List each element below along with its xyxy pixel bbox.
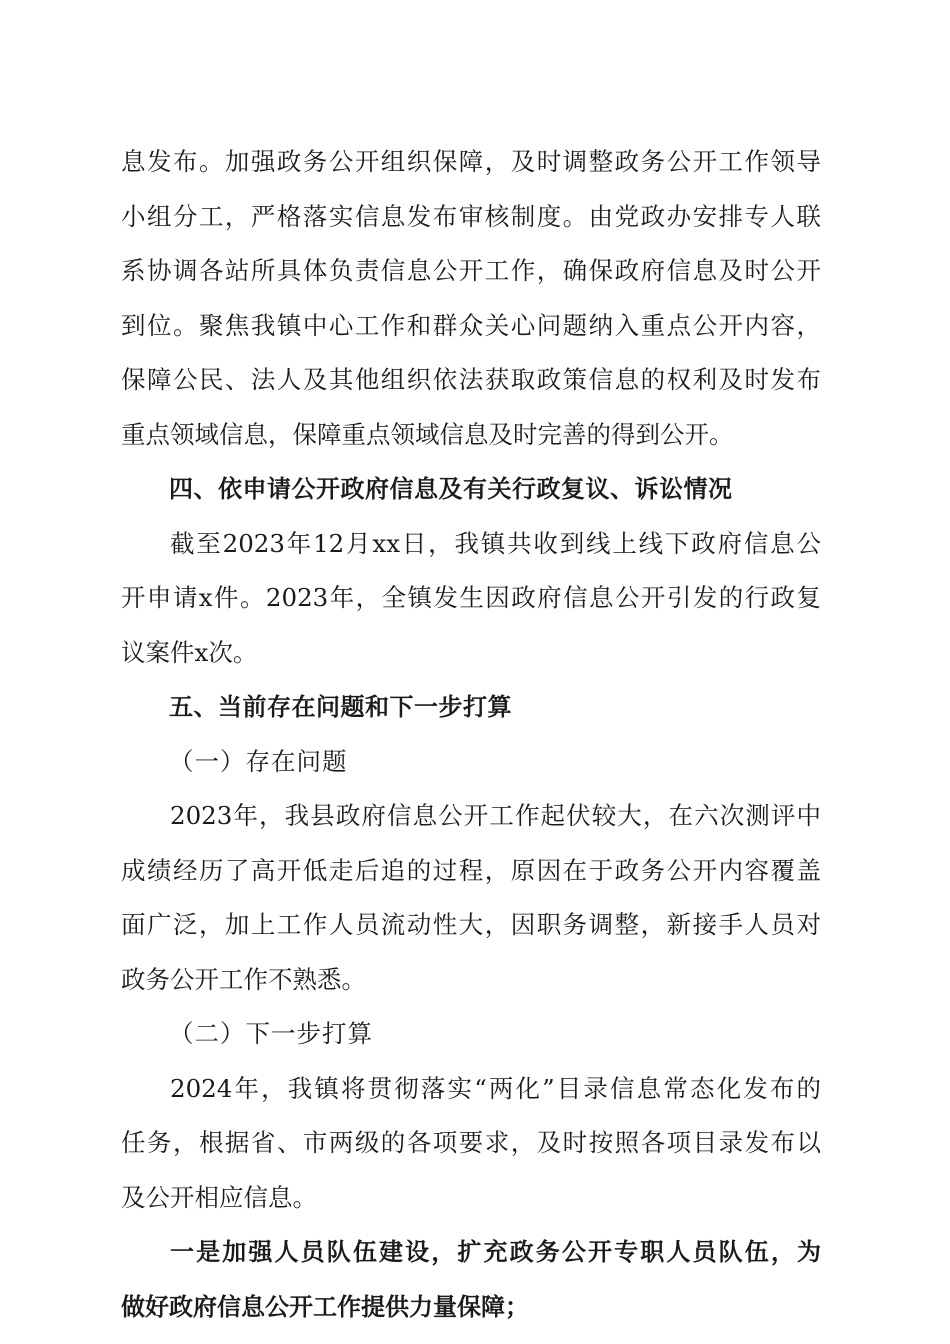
document-page bbox=[121, 135, 821, 1334]
paragraph-line: 2023年，我县政府信息公开工作起伏较大，在六次测评中 bbox=[170, 801, 821, 830]
paragraph-line: 政务公开工作不熟悉。 bbox=[121, 964, 366, 994]
paragraph-line: 2024年，我镇将贯彻落实“两化”目录信息常态化发布的 bbox=[170, 1073, 821, 1103]
paragraph-line-bold: 一是加强人员队伍建设，扩充政务公开专职人员队伍，为 bbox=[170, 1238, 821, 1266]
paragraph-line: 到位。聚焦我镇中心工作和群众关心问题纳入重点公开内容， bbox=[121, 310, 821, 340]
paragraph-line: 开申请x件。2023年，全镇发生因政府信息公开引发的行政复 bbox=[121, 583, 821, 612]
paragraph-line: 息发布。加强政务公开组织保障，及时调整政务公开工作领导 bbox=[121, 147, 821, 176]
paragraph-line: 议案件x次。 bbox=[121, 637, 258, 667]
paragraph-line: 小组分工，严格落实信息发布审核制度。由党政办安排专人联 bbox=[121, 201, 821, 231]
section-heading-five: 五、当前存在问题和下一步打算 bbox=[169, 693, 512, 721]
paragraph-line-bold: 做好政府信息公开工作提供力量保障； bbox=[121, 1292, 529, 1321]
section-heading-four: 四、依申请公开政府信息及有关行政复议、诉讼情况 bbox=[169, 475, 733, 503]
paragraph-line: 面广泛，加上工作人员流动性大，因职务调整，新接手人员对 bbox=[121, 910, 821, 939]
paragraph-line: 保障公民、法人及其他组织依法获取政策信息的权利及时发布 bbox=[121, 365, 821, 394]
paragraph-line: 重点领域信息，保障重点领域信息及时完善的得到公开。 bbox=[121, 419, 734, 449]
paragraph-line: 系协调各站所具体负责信息公开工作，确保政府信息及时公开 bbox=[121, 256, 821, 285]
subsection-heading-next-steps: （二）下一步打算 bbox=[169, 1019, 373, 1048]
paragraph-line: 任务，根据省、市两级的各项要求，及时按照各项目录发布以 bbox=[121, 1128, 821, 1157]
subsection-heading-problems: （一）存在问题 bbox=[169, 746, 348, 776]
paragraph-line: 及公开相应信息。 bbox=[121, 1182, 317, 1212]
paragraph-line: 成绩经历了高开低走后追的过程，原因在于政务公开内容覆盖 bbox=[121, 855, 821, 885]
paragraph-line: 截至2023年12月xx日，我镇共收到线上线下政府信息公 bbox=[170, 528, 821, 558]
